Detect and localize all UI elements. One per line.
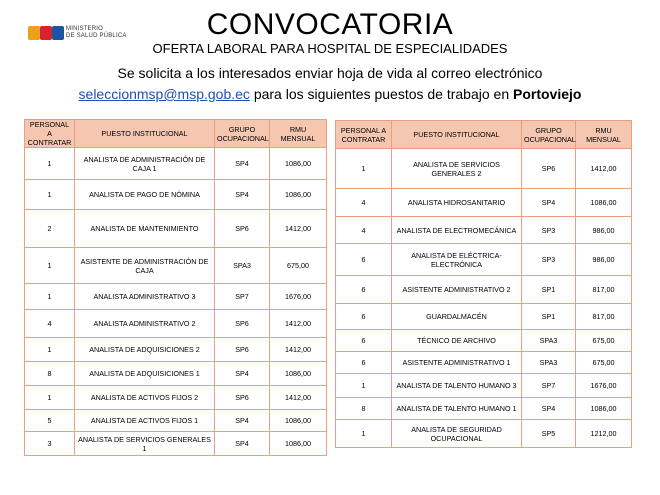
cell-personal: 1 — [25, 284, 75, 310]
cell-grupo: SP4 — [522, 398, 576, 420]
cell-rmu: 1212,00 — [576, 420, 632, 448]
cell-rmu: 1412,00 — [270, 338, 327, 362]
logo-line-2: DE SALUD PÚBLICA — [66, 33, 127, 39]
intro-line-1: Se solicita a los interesados enviar hoja de vida al correo electrónico — [117, 65, 543, 81]
cell-puesto: ANALISTA DE ADMINISTRACIÓN DE CAJA 1 — [75, 148, 215, 180]
cell-grupo: SP6 — [215, 210, 270, 248]
cell-personal: 1 — [25, 338, 75, 362]
cell-personal: 5 — [25, 410, 75, 432]
cell-rmu: 986,00 — [576, 217, 632, 244]
table-row — [336, 330, 632, 352]
intro-line-2-text: para los siguientes puestos de trabajo en — [249, 86, 513, 102]
cell-puesto: ASISTENTE DE ADMINISTRACIÓN DE CAJA — [75, 248, 215, 284]
cell-personal: 4 — [25, 310, 75, 338]
cell-puesto: TÉCNICO DE ARCHIVO — [392, 330, 522, 352]
cell-grupo: SP1 — [522, 304, 576, 330]
table-row — [336, 374, 632, 398]
col-grupo: GRUPO OCUPACIONAL — [522, 121, 576, 149]
cell-personal: 6 — [336, 352, 392, 374]
cell-puesto: ASISTENTE ADMINISTRATIVO 2 — [392, 276, 522, 304]
cell-rmu: 817,00 — [576, 304, 632, 330]
cell-personal: 1 — [336, 420, 392, 448]
cell-grupo: SP4 — [215, 148, 270, 180]
cell-personal: 3 — [25, 432, 75, 456]
cell-grupo: SP6 — [215, 338, 270, 362]
table-row — [25, 338, 327, 362]
cell-grupo: SP4 — [215, 180, 270, 210]
cell-personal: 1 — [25, 248, 75, 284]
table-row — [25, 362, 327, 386]
cell-rmu: 1086,00 — [270, 148, 327, 180]
col-puesto: PUESTO INSTITUCIONAL — [75, 120, 215, 148]
cell-rmu: 1412,00 — [270, 210, 327, 248]
cell-puesto: ANALISTA DE PAGO DE NÓMINA — [75, 180, 215, 210]
cell-puesto: ANALISTA DE ELECTROMECÁNICA — [392, 217, 522, 244]
table-row — [25, 386, 327, 410]
cell-rmu: 1676,00 — [576, 374, 632, 398]
cell-rmu: 1086,00 — [270, 410, 327, 432]
cell-personal: 1 — [336, 374, 392, 398]
cell-personal: 1 — [25, 386, 75, 410]
col-rmu: RMU MENSUAL — [576, 121, 632, 149]
cell-grupo: SP4 — [215, 432, 270, 456]
cell-puesto: ANALISTA DE ADQUISICIONES 1 — [75, 362, 215, 386]
cell-grupo: SP7 — [522, 374, 576, 398]
table-row — [25, 248, 327, 284]
table-row — [336, 398, 632, 420]
cell-personal: 2 — [25, 210, 75, 248]
cell-puesto: ASISTENTE ADMINISTRATIVO 1 — [392, 352, 522, 374]
cell-puesto: ANALISTA DE ADQUISICIONES 2 — [75, 338, 215, 362]
cell-rmu: 986,00 — [576, 244, 632, 276]
logo-line-1: MINISTERIO — [66, 26, 104, 32]
cell-rmu: 1412,00 — [270, 310, 327, 338]
table-row — [25, 148, 327, 180]
cell-grupo: SPA3 — [522, 330, 576, 352]
col-puesto: PUESTO INSTITUCIONAL — [392, 121, 522, 149]
table-header-row — [336, 121, 632, 149]
cell-puesto: ANALISTA ADMINISTRATIVO 3 — [75, 284, 215, 310]
col-grupo: GRUPO OCUPACIONAL — [215, 120, 270, 148]
cell-grupo: SPA3 — [215, 248, 270, 284]
cell-rmu: 1412,00 — [270, 386, 327, 410]
positions-table-right — [335, 120, 632, 448]
cell-rmu: 675,00 — [576, 330, 632, 352]
positions-table-left — [24, 119, 327, 456]
table-row — [25, 410, 327, 432]
cell-rmu: 1086,00 — [270, 180, 327, 210]
email-link[interactable]: seleccionmsp@msp.gob.ec — [78, 86, 250, 102]
cell-rmu: 817,00 — [576, 276, 632, 304]
cell-grupo: SP4 — [215, 410, 270, 432]
cell-puesto: ANALISTA ADMINISTRATIVO 2 — [75, 310, 215, 338]
cell-rmu: 675,00 — [270, 248, 327, 284]
cell-personal: 4 — [336, 217, 392, 244]
cell-grupo: SP7 — [215, 284, 270, 310]
table-row — [336, 189, 632, 217]
table-row — [25, 310, 327, 338]
cell-personal: 6 — [336, 304, 392, 330]
table-row — [25, 180, 327, 210]
page-title: CONVOCATORIA — [206, 8, 454, 41]
cell-personal: 8 — [336, 398, 392, 420]
col-personal: PERSONAL A CONTRATAR — [25, 120, 75, 148]
cell-grupo: SP4 — [215, 362, 270, 386]
cell-personal: 1 — [25, 148, 75, 180]
table-row — [336, 276, 632, 304]
col-personal: PERSONAL A CONTRATAR — [336, 121, 392, 149]
cell-puesto: ANALISTA DE MANTENIMIENTO — [75, 210, 215, 248]
cell-puesto: ANALISTA DE ACTIVOS FIJOS 2 — [75, 386, 215, 410]
cell-personal: 6 — [336, 276, 392, 304]
table-row — [336, 420, 632, 448]
cell-rmu: 1086,00 — [576, 189, 632, 217]
intro-line-2 — [0, 85, 660, 103]
table-row — [25, 432, 327, 456]
cell-puesto: ANALISTA DE SERVICIOS GENERALES 2 — [392, 149, 522, 189]
cell-grupo: SP3 — [522, 217, 576, 244]
page-subtitle: OFERTA LABORAL PARA HOSPITAL DE ESPECIALIDADES — [152, 41, 508, 56]
cell-puesto: GUARDALMACÉN — [392, 304, 522, 330]
cell-grupo: SP4 — [522, 189, 576, 217]
cell-puesto: ANALISTA DE ACTIVOS FIJOS 1 — [75, 410, 215, 432]
cell-rmu: 1086,00 — [576, 398, 632, 420]
cell-puesto: ANALISTA DE ELÉCTRICA-ELECTRÓNICA — [392, 244, 522, 276]
cell-puesto: ANALISTA DE SERVICIOS GENERALES 1 — [75, 432, 215, 456]
table-row — [336, 217, 632, 244]
cell-puesto: ANALISTA HIDROSANITARIO — [392, 189, 522, 217]
cell-puesto: ANALISTA DE TALENTO HUMANO 3 — [392, 374, 522, 398]
table-row — [25, 210, 327, 248]
cell-puesto: ANALISTA DE TALENTO HUMANO 1 — [392, 398, 522, 420]
cell-grupo: SP6 — [522, 149, 576, 189]
table-row — [25, 284, 327, 310]
cell-grupo: SPA3 — [522, 352, 576, 374]
cell-rmu: 1676,00 — [270, 284, 327, 310]
table-row — [336, 352, 632, 374]
cell-grupo: SP3 — [522, 244, 576, 276]
cell-grupo: SP6 — [215, 386, 270, 410]
cell-personal: 4 — [336, 189, 392, 217]
cell-grupo: SP5 — [522, 420, 576, 448]
col-rmu: RMU MENSUAL — [270, 120, 327, 148]
cell-personal: 1 — [336, 149, 392, 189]
cell-personal: 1 — [25, 180, 75, 210]
cell-puesto: ANALISTA DE SEGURIDAD OCUPACIONAL — [392, 420, 522, 448]
table-row — [336, 244, 632, 276]
cell-grupo: SP1 — [522, 276, 576, 304]
cell-personal: 6 — [336, 330, 392, 352]
city-name: Portoviejo — [513, 86, 582, 102]
cell-rmu: 1086,00 — [270, 362, 327, 386]
cell-rmu: 1086,00 — [270, 432, 327, 456]
table-row — [336, 304, 632, 330]
cell-rmu: 1412,00 — [576, 149, 632, 189]
table-row — [336, 149, 632, 189]
cell-personal: 6 — [336, 244, 392, 276]
cell-personal: 8 — [25, 362, 75, 386]
table-header-row — [25, 120, 327, 148]
cell-rmu: 675,00 — [576, 352, 632, 374]
cell-grupo: SP6 — [215, 310, 270, 338]
